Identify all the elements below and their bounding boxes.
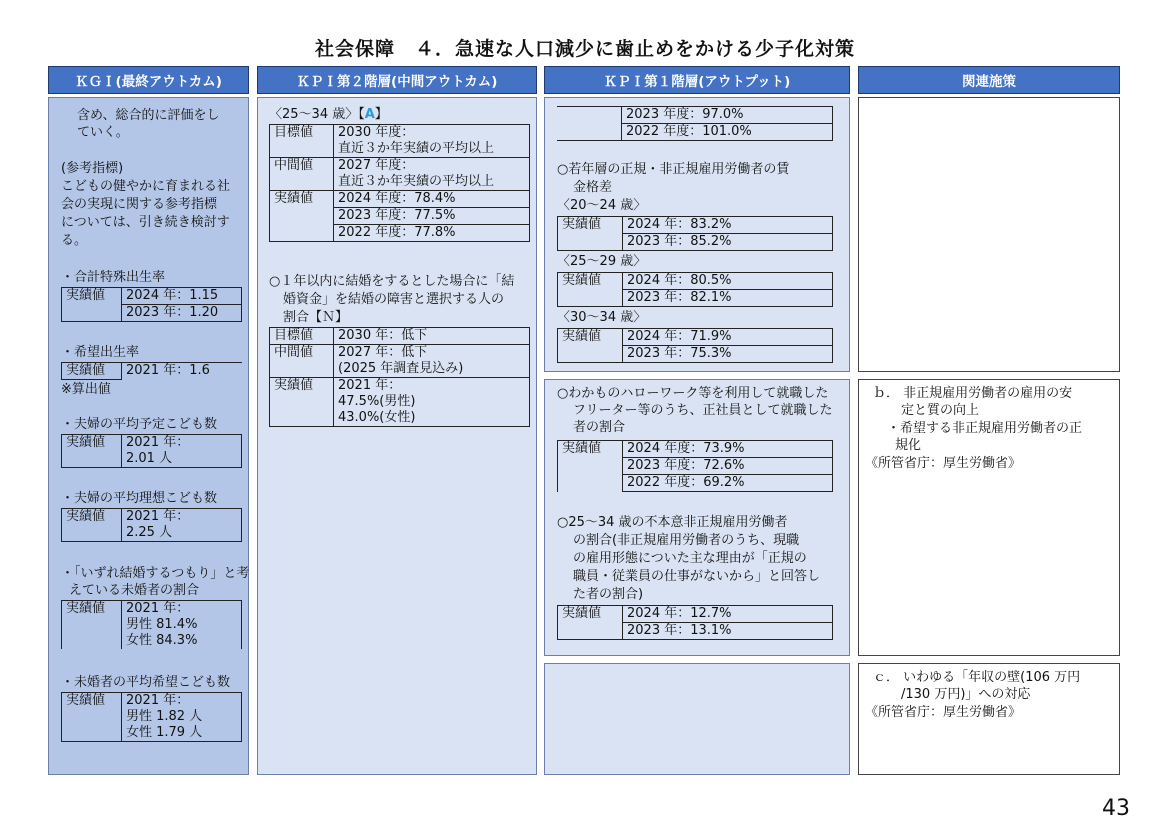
hw-table xyxy=(557,440,833,492)
value-cell: 2021 年： xyxy=(122,693,242,710)
hw-title: ○わかものハローワーク等を利用して就職した xyxy=(557,386,829,401)
value-cell: 2024 年：1.15 xyxy=(122,288,242,305)
desired-title: ・希望出生率 xyxy=(61,345,140,360)
related-box-3 xyxy=(858,663,1120,775)
q2-line: 婚資金」を結婚の障害と選択する人の xyxy=(283,292,505,307)
policy-b-ministry: 《所管省庁：厚生労働省》 xyxy=(865,456,1022,471)
value-cell: 2024 年：71.9% xyxy=(623,329,833,346)
related-box-1 xyxy=(858,97,1120,372)
couple-planned-title: ・夫婦の平均予定こども数 xyxy=(61,417,218,432)
value-label: 実績値 xyxy=(270,191,334,242)
value-label: 実績値 xyxy=(62,601,122,650)
policy-b-line: ｂ． 非正規雇用労働者の雇用の安 xyxy=(873,386,1073,401)
value-label xyxy=(557,107,622,141)
couple-planned-table xyxy=(61,434,242,468)
value-cell: 2023 年：13.1% xyxy=(623,623,833,640)
unmarried-title: ・未婚者の平均希望こども数 xyxy=(61,675,231,690)
inv-title: た者の割合) xyxy=(573,587,644,602)
value-cell: 女性 1.79 人 xyxy=(122,725,242,742)
header-kgi: ＫＧＩ(最終アウトカム) xyxy=(48,66,249,94)
value-label: 実績値 xyxy=(62,693,122,742)
kpi1-top-table xyxy=(557,106,833,141)
value-cell: 2023 年：1.20 xyxy=(122,305,242,322)
policy-c-ministry: 《所管省庁：厚生労働省》 xyxy=(865,705,1022,720)
value-label: 実績値 xyxy=(558,329,623,363)
value-cell: 2024 年度：78.4% xyxy=(334,191,530,208)
kpi2-table-n xyxy=(269,327,530,427)
value-cell: 2023 年：82.1% xyxy=(623,290,833,307)
value-label: 実績値 xyxy=(62,363,122,380)
age-range-label: 〈25～34 歳〉【A】 xyxy=(269,107,388,122)
age1-table xyxy=(557,216,833,251)
related-box-2 xyxy=(858,379,1120,656)
kgi-ref-line: 会の実現に関する参考指標 xyxy=(61,197,218,212)
wage-title: ○若年層の正規・非正規雇用労働者の賃 xyxy=(557,162,790,177)
age2-table xyxy=(557,272,833,307)
hw-title: フリーター等のうち、正社員として就職した xyxy=(573,403,833,418)
inv-title: 職員・従業員の仕事がないから」と回答し xyxy=(573,569,821,584)
value-cell: 女性 84.3% xyxy=(122,633,242,649)
value-label: 実績値 xyxy=(558,273,623,307)
value-label: 目標値 xyxy=(270,328,334,345)
kgi-ref-line: こどもの健やかに育まれる社 xyxy=(61,179,231,194)
value-cell: 2024 年：80.5% xyxy=(623,273,833,290)
value-label: 実績値 xyxy=(558,217,623,251)
header-kpi2: ＫＰＩ第２階層(中間アウトカム) xyxy=(257,66,537,94)
couple-ideal-title: ・夫婦の平均理想こども数 xyxy=(61,491,218,506)
value-cell: 男性 1.82 人 xyxy=(122,709,242,725)
inv-table xyxy=(557,605,833,640)
marry-table xyxy=(61,600,242,649)
couple-ideal-table xyxy=(61,508,242,542)
kpi2-table-a xyxy=(269,124,530,242)
policy-b-line: 規化 xyxy=(895,438,922,453)
tfr-title: ・合計特殊出生率 xyxy=(61,270,166,285)
value-cell: 2021 年：1.6 xyxy=(122,363,243,380)
value-label: 実績値 xyxy=(270,378,334,427)
kpi1-box-2 xyxy=(544,379,850,656)
value-cell: 2021 年： xyxy=(334,378,530,395)
value-cell: 2023 年度：97.0% xyxy=(622,107,833,124)
value-label: 実績値 xyxy=(558,441,623,492)
inv-title: の雇用形態についた主な理由が「正規の xyxy=(573,551,807,566)
header-kpi1: ＫＰＩ第１階層(アウトプット) xyxy=(544,66,850,94)
value-label: 実績値 xyxy=(558,606,623,640)
value-label: 中間値 xyxy=(270,158,334,191)
value-cell: 2023 年：85.2% xyxy=(623,234,833,251)
value-cell: 2024 年：12.7% xyxy=(623,606,833,623)
value-cell: 2021 年： xyxy=(122,509,242,526)
value-cell: 2023 年：75.3% xyxy=(623,346,833,363)
value-cell: 2023 年度：72.6% xyxy=(623,458,833,475)
policy-b-line: 定と質の向上 xyxy=(901,403,980,418)
inv-title: ○25～34 歳の不本意非正規雇用労働者 xyxy=(557,515,788,530)
value-label: 中間値 xyxy=(270,345,334,378)
marry-title: ・「いずれ結婚するつもり」と考 xyxy=(61,566,250,581)
marry-title: えている未婚者の割合 xyxy=(69,583,200,598)
value-cell: 2022 年度：77.8% xyxy=(334,225,530,242)
page-number: 43 xyxy=(1102,796,1130,821)
policy-b-line: ・希望する非正規雇用労働者の正 xyxy=(887,421,1083,436)
kgi-ref-title: (参考指標) xyxy=(61,161,124,176)
value-cell: 2027 年度： xyxy=(334,158,530,175)
value-cell: 2027 年：低下 xyxy=(334,345,530,362)
value-cell: (2025 年調査見込み) xyxy=(334,361,530,378)
age-label: 〈20～24 歳〉 xyxy=(557,198,647,213)
page-title: 社会保障 ４．急速な人口減少に歯止めをかける少子化対策 xyxy=(314,38,855,60)
policy-c-line: /130 万円)」への対応 xyxy=(901,687,1031,702)
value-cell: 2022 年度：101.0% xyxy=(622,124,833,141)
value-label: 目標値 xyxy=(270,125,334,158)
value-label: 実績値 xyxy=(62,435,122,468)
value-cell: 直近３か年実績の平均以上 xyxy=(334,174,530,191)
policy-c-line: ｃ． いわゆる「年収の壁(106 万円 xyxy=(873,670,1081,685)
value-label: 実績値 xyxy=(62,509,122,542)
value-cell: 2.01 人 xyxy=(122,451,242,468)
kgi-intro-1: 含め、総合的に評価をし xyxy=(77,108,220,123)
value-cell: 2024 年：83.2% xyxy=(623,217,833,234)
value-cell: 2.25 人 xyxy=(122,525,242,542)
kpi2-column xyxy=(257,97,537,775)
header-related: 関連施策 xyxy=(858,66,1120,94)
inv-title: の割合(非正規雇用労働者のうち、現職 xyxy=(573,533,800,548)
value-cell: 43.0%(女性) xyxy=(334,410,530,427)
value-cell: 2030 年：低下 xyxy=(334,328,530,345)
value-cell: 2024 年度：73.9% xyxy=(623,441,833,458)
desired-table xyxy=(61,362,242,380)
kgi-ref-line: る。 xyxy=(61,233,88,248)
tfr-table xyxy=(61,287,242,322)
q2-line: ○１年以内に結婚をするとした場合に「結 xyxy=(269,274,515,289)
kgi-column xyxy=(48,97,249,775)
unmarried-table xyxy=(61,692,242,742)
value-cell: 2021 年： xyxy=(122,601,242,618)
value-cell: 2021 年： xyxy=(122,435,242,452)
kgi-ref-line: については、引き続き検討す xyxy=(61,215,230,230)
value-cell: 男性 81.4% xyxy=(122,617,242,633)
value-label: 実績値 xyxy=(62,288,122,322)
age3-table xyxy=(557,328,833,363)
value-cell: 2030 年度： xyxy=(334,125,530,142)
value-cell: 2022 年度：69.2% xyxy=(623,475,833,492)
value-cell: 直近３か年実績の平均以上 xyxy=(334,141,530,158)
kpi1-box-1 xyxy=(544,97,850,372)
value-cell: 2023 年度：77.5% xyxy=(334,208,530,225)
kgi-intro-2: ていく。 xyxy=(77,125,129,140)
age-label: 〈30～34 歳〉 xyxy=(557,310,647,325)
kpi1-box-3 xyxy=(544,663,850,775)
value-cell: 47.5%(男性) xyxy=(334,394,530,410)
desired-note: ※算出値 xyxy=(61,382,111,397)
q2-line: 割合【Ｎ】 xyxy=(283,310,349,325)
hw-title: 者の割合 xyxy=(573,420,626,435)
age-label: 〈25～29 歳〉 xyxy=(557,254,647,269)
wage-title: 金格差 xyxy=(573,180,613,195)
